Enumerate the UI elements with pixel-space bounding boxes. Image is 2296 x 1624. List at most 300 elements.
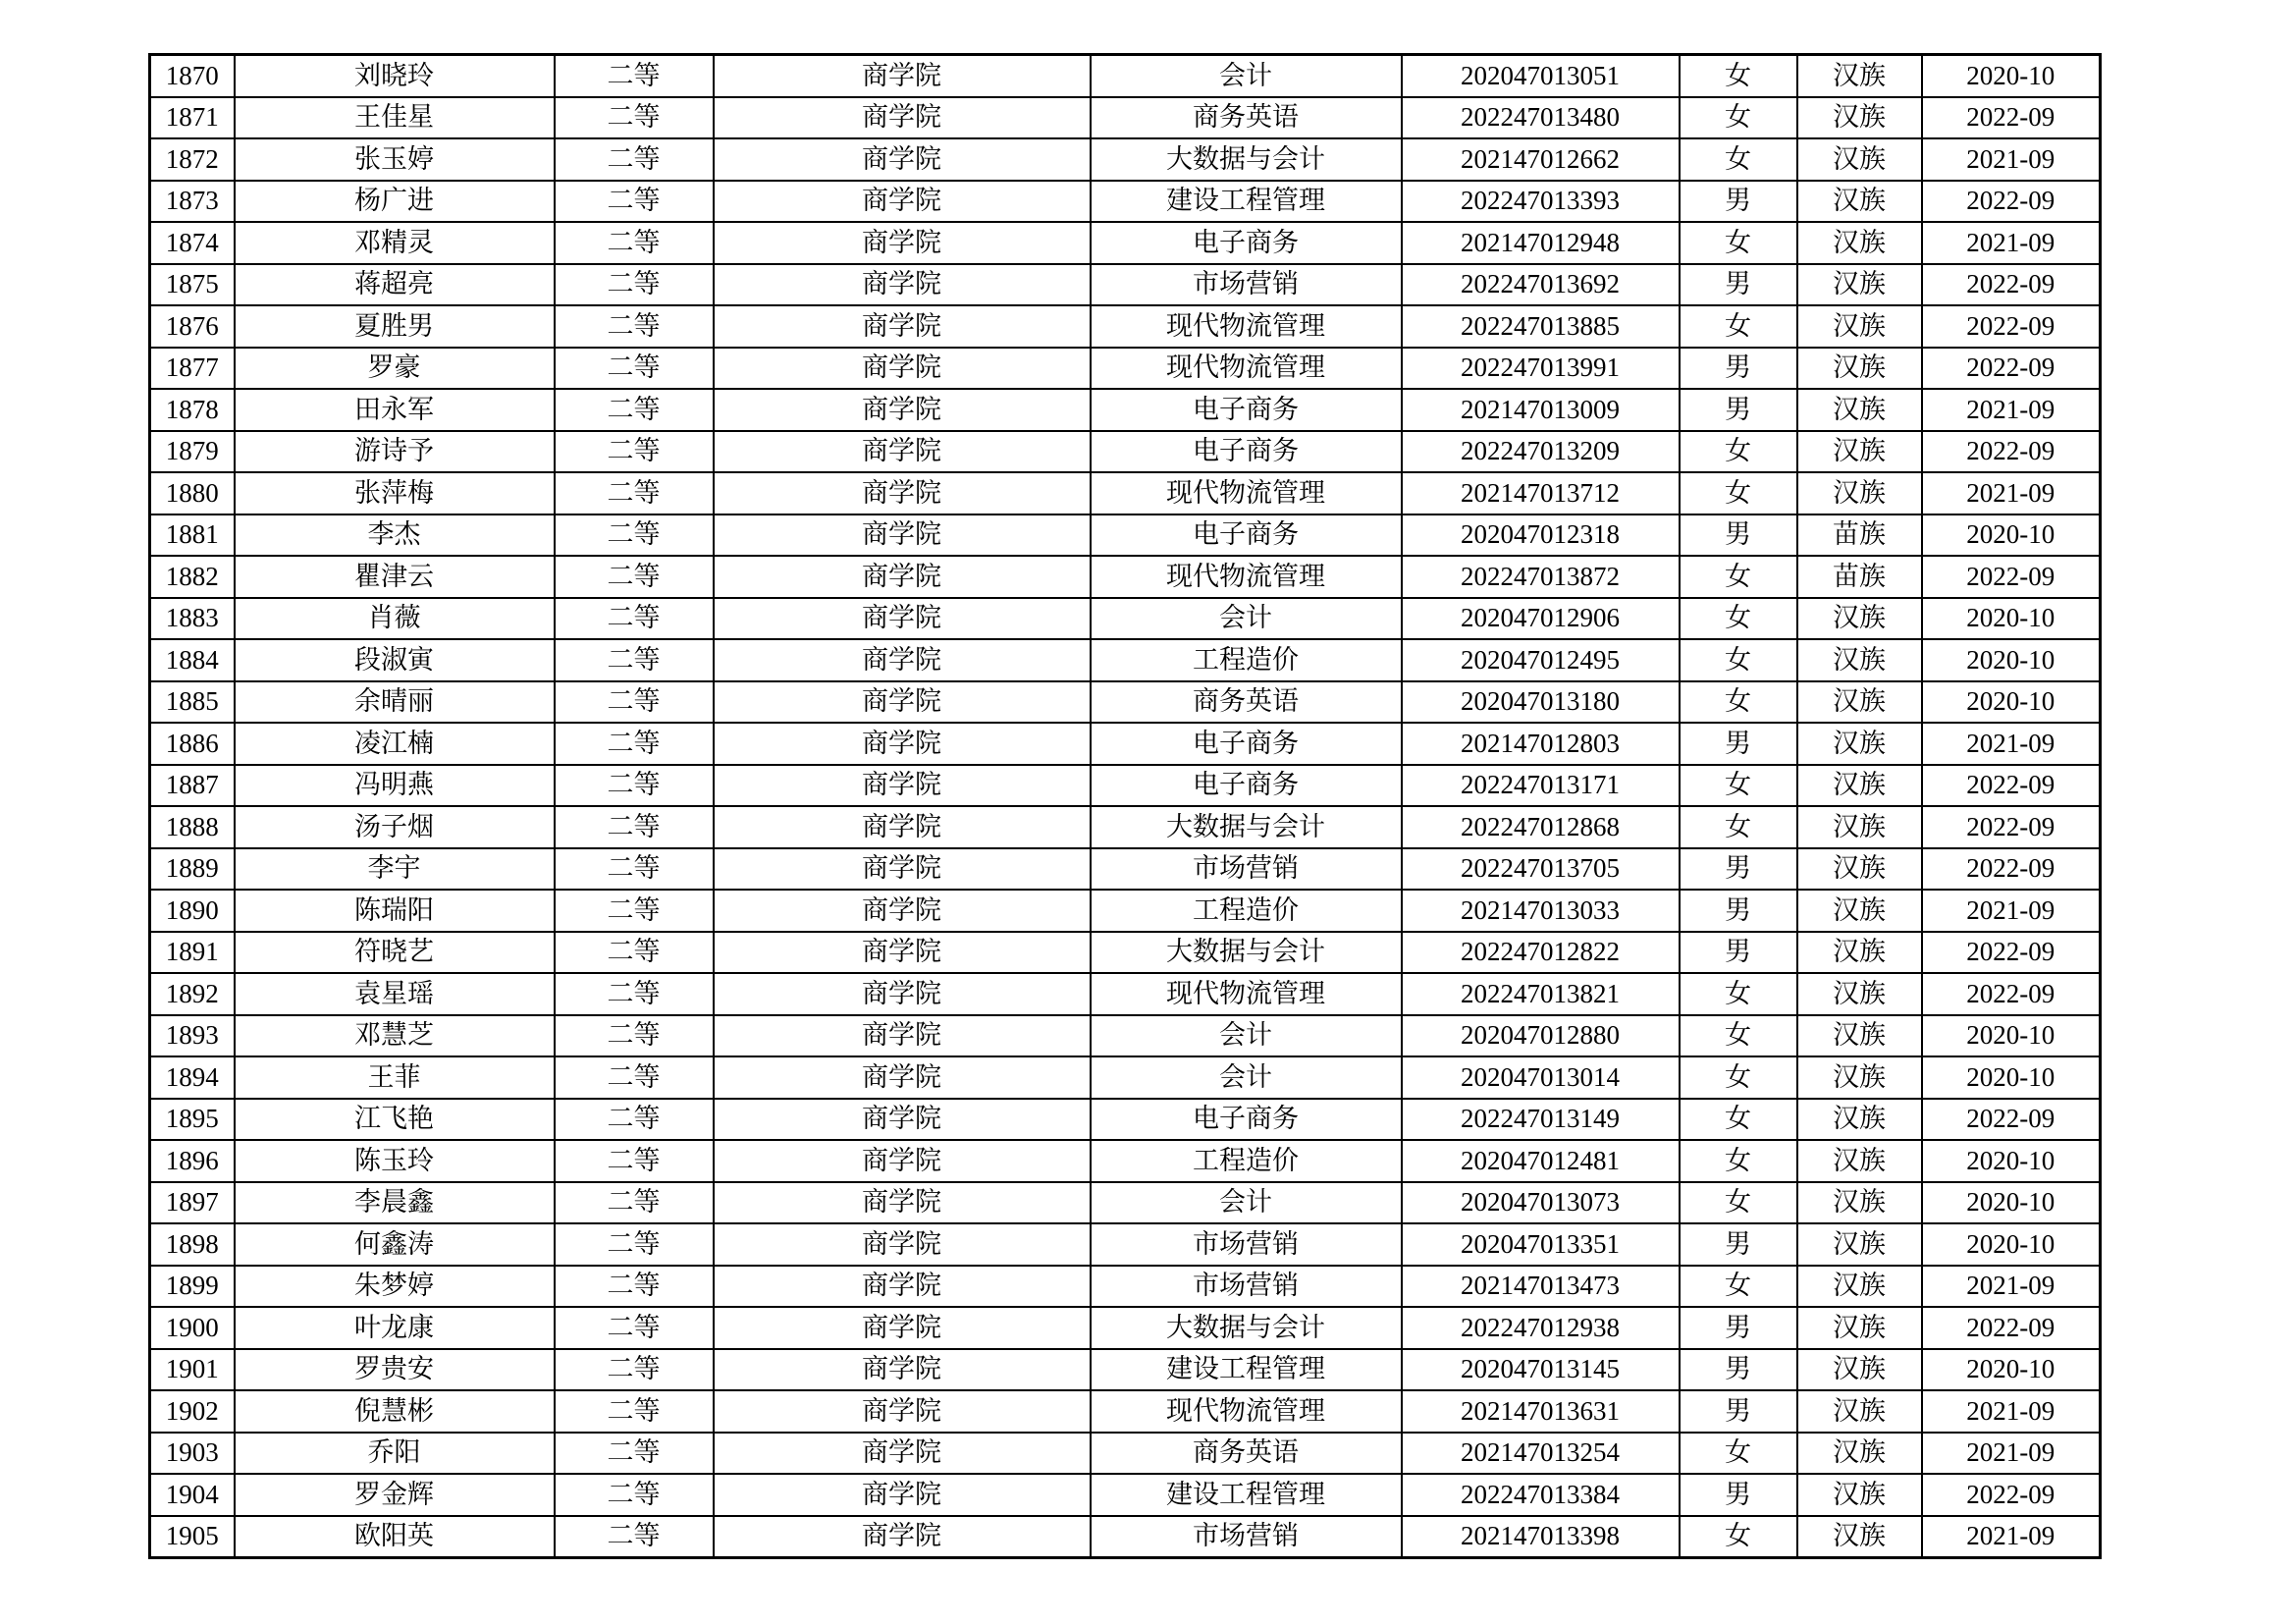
cell-college: 商学院 bbox=[714, 1056, 1091, 1099]
table-row bbox=[150, 973, 2101, 1015]
cell-index: 1874 bbox=[150, 222, 235, 264]
cell-gender: 女 bbox=[1680, 1140, 1797, 1182]
table-row bbox=[150, 848, 2101, 891]
table-row bbox=[150, 806, 2101, 848]
cell-gender: 男 bbox=[1680, 1474, 1797, 1516]
cell-grade: 二等 bbox=[555, 1307, 714, 1349]
cell-gender: 男 bbox=[1680, 1390, 1797, 1433]
cell-index: 1879 bbox=[150, 431, 235, 473]
cell-grade: 二等 bbox=[555, 431, 714, 473]
cell-enrollment-date: 2021-09 bbox=[1922, 472, 2101, 514]
cell-student-id: 202147013631 bbox=[1402, 1390, 1680, 1433]
cell-ethnicity: 汉族 bbox=[1797, 848, 1922, 891]
cell-grade: 二等 bbox=[555, 806, 714, 848]
cell-gender: 女 bbox=[1680, 222, 1797, 264]
cell-major: 市场营销 bbox=[1091, 264, 1402, 306]
cell-grade: 二等 bbox=[555, 681, 714, 724]
cell-student-id: 202247012938 bbox=[1402, 1307, 1680, 1349]
cell-name: 刘晓玲 bbox=[235, 55, 555, 97]
cell-ethnicity: 汉族 bbox=[1797, 1099, 1922, 1141]
cell-student-id: 202147013009 bbox=[1402, 389, 1680, 431]
cell-major: 现代物流管理 bbox=[1091, 1390, 1402, 1433]
cell-enrollment-date: 2021-09 bbox=[1922, 222, 2101, 264]
cell-major: 大数据与会计 bbox=[1091, 932, 1402, 974]
cell-index: 1884 bbox=[150, 639, 235, 681]
cell-grade: 二等 bbox=[555, 222, 714, 264]
cell-index: 1901 bbox=[150, 1349, 235, 1391]
cell-name: 余晴丽 bbox=[235, 681, 555, 724]
table-row bbox=[150, 598, 2101, 640]
cell-ethnicity: 汉族 bbox=[1797, 598, 1922, 640]
cell-grade: 二等 bbox=[555, 639, 714, 681]
cell-index: 1878 bbox=[150, 389, 235, 431]
cell-index: 1904 bbox=[150, 1474, 235, 1516]
cell-grade: 二等 bbox=[555, 723, 714, 765]
cell-grade: 二等 bbox=[555, 389, 714, 431]
table-row bbox=[150, 1140, 2101, 1182]
cell-name: 罗金辉 bbox=[235, 1474, 555, 1516]
table-row bbox=[150, 472, 2101, 514]
cell-student-id: 202047012318 bbox=[1402, 514, 1680, 557]
table-row bbox=[150, 97, 2101, 139]
cell-index: 1898 bbox=[150, 1223, 235, 1266]
cell-index: 1896 bbox=[150, 1140, 235, 1182]
cell-student-id: 202147012803 bbox=[1402, 723, 1680, 765]
table-row bbox=[150, 1516, 2101, 1558]
cell-gender: 女 bbox=[1680, 598, 1797, 640]
cell-college: 商学院 bbox=[714, 806, 1091, 848]
cell-student-id: 202247013705 bbox=[1402, 848, 1680, 891]
cell-ethnicity: 苗族 bbox=[1797, 556, 1922, 598]
cell-major: 现代物流管理 bbox=[1091, 305, 1402, 348]
cell-name: 杨广进 bbox=[235, 181, 555, 223]
cell-student-id: 202047013180 bbox=[1402, 681, 1680, 724]
cell-grade: 二等 bbox=[555, 1474, 714, 1516]
cell-ethnicity: 汉族 bbox=[1797, 305, 1922, 348]
cell-major: 大数据与会计 bbox=[1091, 138, 1402, 181]
cell-name: 张萍梅 bbox=[235, 472, 555, 514]
cell-gender: 女 bbox=[1680, 973, 1797, 1015]
cell-grade: 二等 bbox=[555, 264, 714, 306]
cell-enrollment-date: 2020-10 bbox=[1922, 1140, 2101, 1182]
table-row bbox=[150, 1474, 2101, 1516]
cell-grade: 二等 bbox=[555, 181, 714, 223]
cell-name: 叶龙康 bbox=[235, 1307, 555, 1349]
cell-student-id: 202247013384 bbox=[1402, 1474, 1680, 1516]
cell-gender: 男 bbox=[1680, 890, 1797, 932]
cell-major: 会计 bbox=[1091, 1182, 1402, 1224]
cell-ethnicity: 汉族 bbox=[1797, 1056, 1922, 1099]
cell-index: 1900 bbox=[150, 1307, 235, 1349]
cell-grade: 二等 bbox=[555, 1015, 714, 1057]
cell-enrollment-date: 2022-09 bbox=[1922, 431, 2101, 473]
cell-enrollment-date: 2020-10 bbox=[1922, 1056, 2101, 1099]
table-row bbox=[150, 1266, 2101, 1308]
cell-college: 商学院 bbox=[714, 1182, 1091, 1224]
cell-name: 段淑寅 bbox=[235, 639, 555, 681]
table-row bbox=[150, 1182, 2101, 1224]
cell-name: 张玉婷 bbox=[235, 138, 555, 181]
cell-major: 工程造价 bbox=[1091, 890, 1402, 932]
table-row bbox=[150, 181, 2101, 223]
cell-student-id: 202247013393 bbox=[1402, 181, 1680, 223]
cell-major: 建设工程管理 bbox=[1091, 1349, 1402, 1391]
cell-student-id: 202247013872 bbox=[1402, 556, 1680, 598]
cell-ethnicity: 汉族 bbox=[1797, 639, 1922, 681]
cell-ethnicity: 汉族 bbox=[1797, 723, 1922, 765]
cell-major: 会计 bbox=[1091, 1056, 1402, 1099]
cell-index: 1899 bbox=[150, 1266, 235, 1308]
cell-ethnicity: 汉族 bbox=[1797, 1349, 1922, 1391]
cell-ethnicity: 汉族 bbox=[1797, 1182, 1922, 1224]
cell-college: 商学院 bbox=[714, 1099, 1091, 1141]
table-row bbox=[150, 264, 2101, 306]
cell-ethnicity: 汉族 bbox=[1797, 389, 1922, 431]
cell-college: 商学院 bbox=[714, 1223, 1091, 1266]
cell-college: 商学院 bbox=[714, 138, 1091, 181]
cell-name: 夏胜男 bbox=[235, 305, 555, 348]
cell-grade: 二等 bbox=[555, 598, 714, 640]
cell-major: 市场营销 bbox=[1091, 1223, 1402, 1266]
cell-index: 1872 bbox=[150, 138, 235, 181]
cell-major: 建设工程管理 bbox=[1091, 1474, 1402, 1516]
cell-gender: 男 bbox=[1680, 1223, 1797, 1266]
cell-index: 1885 bbox=[150, 681, 235, 724]
cell-student-id: 202047013014 bbox=[1402, 1056, 1680, 1099]
cell-enrollment-date: 2021-09 bbox=[1922, 1390, 2101, 1433]
cell-major: 工程造价 bbox=[1091, 1140, 1402, 1182]
cell-name: 符晓艺 bbox=[235, 932, 555, 974]
cell-index: 1882 bbox=[150, 556, 235, 598]
cell-index: 1893 bbox=[150, 1015, 235, 1057]
cell-grade: 二等 bbox=[555, 1223, 714, 1266]
cell-student-id: 202247013692 bbox=[1402, 264, 1680, 306]
cell-enrollment-date: 2022-09 bbox=[1922, 806, 2101, 848]
cell-gender: 女 bbox=[1680, 1182, 1797, 1224]
cell-student-id: 202247013480 bbox=[1402, 97, 1680, 139]
cell-name: 袁星瑶 bbox=[235, 973, 555, 1015]
cell-college: 商学院 bbox=[714, 431, 1091, 473]
cell-enrollment-date: 2022-09 bbox=[1922, 932, 2101, 974]
table-row bbox=[150, 932, 2101, 974]
cell-college: 商学院 bbox=[714, 389, 1091, 431]
cell-index: 1870 bbox=[150, 55, 235, 97]
cell-name: 汤子烟 bbox=[235, 806, 555, 848]
cell-student-id: 202247013171 bbox=[1402, 765, 1680, 807]
cell-gender: 女 bbox=[1680, 1056, 1797, 1099]
cell-name: 瞿津云 bbox=[235, 556, 555, 598]
cell-grade: 二等 bbox=[555, 138, 714, 181]
cell-name: 陈玉玲 bbox=[235, 1140, 555, 1182]
cell-ethnicity: 汉族 bbox=[1797, 97, 1922, 139]
cell-student-id: 202147013712 bbox=[1402, 472, 1680, 514]
cell-gender: 女 bbox=[1680, 97, 1797, 139]
cell-enrollment-date: 2021-09 bbox=[1922, 138, 2101, 181]
cell-gender: 女 bbox=[1680, 472, 1797, 514]
cell-student-id: 202147013033 bbox=[1402, 890, 1680, 932]
cell-name: 王菲 bbox=[235, 1056, 555, 1099]
cell-grade: 二等 bbox=[555, 1390, 714, 1433]
cell-college: 商学院 bbox=[714, 1307, 1091, 1349]
cell-grade: 二等 bbox=[555, 1099, 714, 1141]
table-row bbox=[150, 765, 2101, 807]
cell-index: 1877 bbox=[150, 348, 235, 390]
cell-grade: 二等 bbox=[555, 97, 714, 139]
cell-index: 1875 bbox=[150, 264, 235, 306]
cell-gender: 女 bbox=[1680, 1266, 1797, 1308]
cell-index: 1897 bbox=[150, 1182, 235, 1224]
cell-gender: 女 bbox=[1680, 806, 1797, 848]
cell-ethnicity: 汉族 bbox=[1797, 264, 1922, 306]
cell-enrollment-date: 2020-10 bbox=[1922, 55, 2101, 97]
cell-name: 邓精灵 bbox=[235, 222, 555, 264]
cell-major: 工程造价 bbox=[1091, 639, 1402, 681]
cell-index: 1894 bbox=[150, 1056, 235, 1099]
cell-ethnicity: 汉族 bbox=[1797, 1266, 1922, 1308]
table-row bbox=[150, 723, 2101, 765]
cell-index: 1889 bbox=[150, 848, 235, 891]
cell-gender: 女 bbox=[1680, 1099, 1797, 1141]
cell-gender: 女 bbox=[1680, 1516, 1797, 1558]
cell-index: 1876 bbox=[150, 305, 235, 348]
cell-ethnicity: 汉族 bbox=[1797, 1390, 1922, 1433]
cell-index: 1881 bbox=[150, 514, 235, 557]
cell-college: 商学院 bbox=[714, 1015, 1091, 1057]
table-row bbox=[150, 1433, 2101, 1475]
cell-college: 商学院 bbox=[714, 222, 1091, 264]
table-row bbox=[150, 1307, 2101, 1349]
table-row bbox=[150, 389, 2101, 431]
cell-gender: 女 bbox=[1680, 305, 1797, 348]
cell-student-id: 202047013351 bbox=[1402, 1223, 1680, 1266]
cell-major: 会计 bbox=[1091, 598, 1402, 640]
table-row bbox=[150, 55, 2101, 97]
cell-enrollment-date: 2022-09 bbox=[1922, 264, 2101, 306]
cell-name: 罗贵安 bbox=[235, 1349, 555, 1391]
cell-college: 商学院 bbox=[714, 514, 1091, 557]
cell-grade: 二等 bbox=[555, 1349, 714, 1391]
cell-index: 1890 bbox=[150, 890, 235, 932]
cell-enrollment-date: 2020-10 bbox=[1922, 681, 2101, 724]
cell-name: 邓慧芝 bbox=[235, 1015, 555, 1057]
cell-student-id: 202147012662 bbox=[1402, 138, 1680, 181]
cell-grade: 二等 bbox=[555, 305, 714, 348]
cell-major: 电子商务 bbox=[1091, 1099, 1402, 1141]
cell-college: 商学院 bbox=[714, 890, 1091, 932]
cell-gender: 男 bbox=[1680, 1349, 1797, 1391]
cell-enrollment-date: 2020-10 bbox=[1922, 598, 2101, 640]
cell-name: 蒋超亮 bbox=[235, 264, 555, 306]
cell-major: 现代物流管理 bbox=[1091, 973, 1402, 1015]
table-row bbox=[150, 348, 2101, 390]
table-row bbox=[150, 556, 2101, 598]
cell-gender: 男 bbox=[1680, 264, 1797, 306]
cell-name: 倪慧彬 bbox=[235, 1390, 555, 1433]
cell-major: 建设工程管理 bbox=[1091, 181, 1402, 223]
cell-enrollment-date: 2022-09 bbox=[1922, 556, 2101, 598]
cell-enrollment-date: 2021-09 bbox=[1922, 890, 2101, 932]
cell-college: 商学院 bbox=[714, 348, 1091, 390]
cell-grade: 二等 bbox=[555, 1056, 714, 1099]
cell-student-id: 202247012868 bbox=[1402, 806, 1680, 848]
cell-ethnicity: 汉族 bbox=[1797, 222, 1922, 264]
cell-major: 大数据与会计 bbox=[1091, 806, 1402, 848]
cell-student-id: 202147012948 bbox=[1402, 222, 1680, 264]
cell-enrollment-date: 2021-09 bbox=[1922, 389, 2101, 431]
cell-gender: 男 bbox=[1680, 348, 1797, 390]
cell-grade: 二等 bbox=[555, 1433, 714, 1475]
cell-major: 会计 bbox=[1091, 55, 1402, 97]
cell-index: 1880 bbox=[150, 472, 235, 514]
cell-enrollment-date: 2020-10 bbox=[1922, 1349, 2101, 1391]
cell-index: 1888 bbox=[150, 806, 235, 848]
table-row bbox=[150, 138, 2101, 181]
cell-ethnicity: 汉族 bbox=[1797, 181, 1922, 223]
cell-gender: 男 bbox=[1680, 723, 1797, 765]
cell-major: 市场营销 bbox=[1091, 848, 1402, 891]
cell-enrollment-date: 2022-09 bbox=[1922, 765, 2101, 807]
cell-college: 商学院 bbox=[714, 598, 1091, 640]
cell-gender: 男 bbox=[1680, 181, 1797, 223]
cell-gender: 女 bbox=[1680, 431, 1797, 473]
cell-ethnicity: 汉族 bbox=[1797, 681, 1922, 724]
cell-gender: 女 bbox=[1680, 1015, 1797, 1057]
cell-grade: 二等 bbox=[555, 1182, 714, 1224]
cell-name: 冯明燕 bbox=[235, 765, 555, 807]
cell-college: 商学院 bbox=[714, 305, 1091, 348]
cell-student-id: 202247013149 bbox=[1402, 1099, 1680, 1141]
cell-gender: 男 bbox=[1680, 514, 1797, 557]
cell-enrollment-date: 2021-09 bbox=[1922, 1266, 2101, 1308]
cell-name: 乔阳 bbox=[235, 1433, 555, 1475]
cell-ethnicity: 苗族 bbox=[1797, 514, 1922, 557]
cell-college: 商学院 bbox=[714, 1140, 1091, 1182]
cell-college: 商学院 bbox=[714, 639, 1091, 681]
cell-name: 凌江楠 bbox=[235, 723, 555, 765]
cell-college: 商学院 bbox=[714, 181, 1091, 223]
cell-student-id: 202047013145 bbox=[1402, 1349, 1680, 1391]
cell-college: 商学院 bbox=[714, 472, 1091, 514]
cell-college: 商学院 bbox=[714, 765, 1091, 807]
cell-student-id: 202247013885 bbox=[1402, 305, 1680, 348]
cell-college: 商学院 bbox=[714, 973, 1091, 1015]
cell-index: 1895 bbox=[150, 1099, 235, 1141]
cell-major: 现代物流管理 bbox=[1091, 472, 1402, 514]
cell-major: 电子商务 bbox=[1091, 222, 1402, 264]
cell-student-id: 202247013991 bbox=[1402, 348, 1680, 390]
cell-grade: 二等 bbox=[555, 348, 714, 390]
cell-ethnicity: 汉族 bbox=[1797, 55, 1922, 97]
scholarship-table bbox=[148, 53, 2102, 1559]
cell-major: 电子商务 bbox=[1091, 765, 1402, 807]
table-row bbox=[150, 1390, 2101, 1433]
cell-student-id: 202147013398 bbox=[1402, 1516, 1680, 1558]
table-row bbox=[150, 1015, 2101, 1057]
cell-college: 商学院 bbox=[714, 1474, 1091, 1516]
cell-name: 田永军 bbox=[235, 389, 555, 431]
cell-gender: 男 bbox=[1680, 389, 1797, 431]
cell-enrollment-date: 2022-09 bbox=[1922, 97, 2101, 139]
cell-grade: 二等 bbox=[555, 55, 714, 97]
cell-enrollment-date: 2022-09 bbox=[1922, 181, 2101, 223]
cell-student-id: 202047012495 bbox=[1402, 639, 1680, 681]
cell-student-id: 202147013473 bbox=[1402, 1266, 1680, 1308]
cell-enrollment-date: 2022-09 bbox=[1922, 1099, 2101, 1141]
cell-student-id: 202047012481 bbox=[1402, 1140, 1680, 1182]
cell-major: 电子商务 bbox=[1091, 514, 1402, 557]
cell-student-id: 202047012880 bbox=[1402, 1015, 1680, 1057]
cell-grade: 二等 bbox=[555, 556, 714, 598]
cell-major: 电子商务 bbox=[1091, 723, 1402, 765]
cell-name: 罗豪 bbox=[235, 348, 555, 390]
cell-college: 商学院 bbox=[714, 556, 1091, 598]
cell-gender: 女 bbox=[1680, 556, 1797, 598]
cell-name: 王佳星 bbox=[235, 97, 555, 139]
cell-major: 会计 bbox=[1091, 1015, 1402, 1057]
cell-major: 商务英语 bbox=[1091, 681, 1402, 724]
cell-major: 现代物流管理 bbox=[1091, 556, 1402, 598]
cell-ethnicity: 汉族 bbox=[1797, 806, 1922, 848]
cell-enrollment-date: 2020-10 bbox=[1922, 1182, 2101, 1224]
table-row bbox=[150, 305, 2101, 348]
table-row bbox=[150, 681, 2101, 724]
cell-grade: 二等 bbox=[555, 765, 714, 807]
cell-major: 大数据与会计 bbox=[1091, 1307, 1402, 1349]
cell-gender: 女 bbox=[1680, 639, 1797, 681]
table-row bbox=[150, 431, 2101, 473]
cell-college: 商学院 bbox=[714, 1390, 1091, 1433]
cell-name: 欧阳英 bbox=[235, 1516, 555, 1558]
cell-gender: 男 bbox=[1680, 932, 1797, 974]
cell-name: 李杰 bbox=[235, 514, 555, 557]
cell-grade: 二等 bbox=[555, 1516, 714, 1558]
cell-student-id: 202047012906 bbox=[1402, 598, 1680, 640]
cell-ethnicity: 汉族 bbox=[1797, 348, 1922, 390]
cell-major: 商务英语 bbox=[1091, 97, 1402, 139]
cell-student-id: 202247013209 bbox=[1402, 431, 1680, 473]
cell-ethnicity: 汉族 bbox=[1797, 1474, 1922, 1516]
cell-ethnicity: 汉族 bbox=[1797, 1516, 1922, 1558]
cell-student-id: 202047013051 bbox=[1402, 55, 1680, 97]
cell-student-id: 202247012822 bbox=[1402, 932, 1680, 974]
cell-enrollment-date: 2020-10 bbox=[1922, 1223, 2101, 1266]
cell-index: 1887 bbox=[150, 765, 235, 807]
cell-gender: 女 bbox=[1680, 138, 1797, 181]
cell-major: 市场营销 bbox=[1091, 1266, 1402, 1308]
cell-enrollment-date: 2022-09 bbox=[1922, 348, 2101, 390]
cell-ethnicity: 汉族 bbox=[1797, 932, 1922, 974]
cell-enrollment-date: 2020-10 bbox=[1922, 514, 2101, 557]
cell-grade: 二等 bbox=[555, 472, 714, 514]
cell-enrollment-date: 2021-09 bbox=[1922, 723, 2101, 765]
cell-grade: 二等 bbox=[555, 848, 714, 891]
cell-grade: 二等 bbox=[555, 1266, 714, 1308]
cell-major: 电子商务 bbox=[1091, 431, 1402, 473]
cell-college: 商学院 bbox=[714, 97, 1091, 139]
cell-grade: 二等 bbox=[555, 1140, 714, 1182]
cell-name: 李晨鑫 bbox=[235, 1182, 555, 1224]
cell-ethnicity: 汉族 bbox=[1797, 138, 1922, 181]
cell-enrollment-date: 2022-09 bbox=[1922, 1474, 2101, 1516]
cell-gender: 女 bbox=[1680, 55, 1797, 97]
cell-gender: 女 bbox=[1680, 681, 1797, 724]
cell-grade: 二等 bbox=[555, 514, 714, 557]
cell-enrollment-date: 2022-09 bbox=[1922, 1307, 2101, 1349]
cell-name: 李宇 bbox=[235, 848, 555, 891]
cell-gender: 男 bbox=[1680, 1307, 1797, 1349]
table-row bbox=[150, 514, 2101, 557]
cell-index: 1873 bbox=[150, 181, 235, 223]
